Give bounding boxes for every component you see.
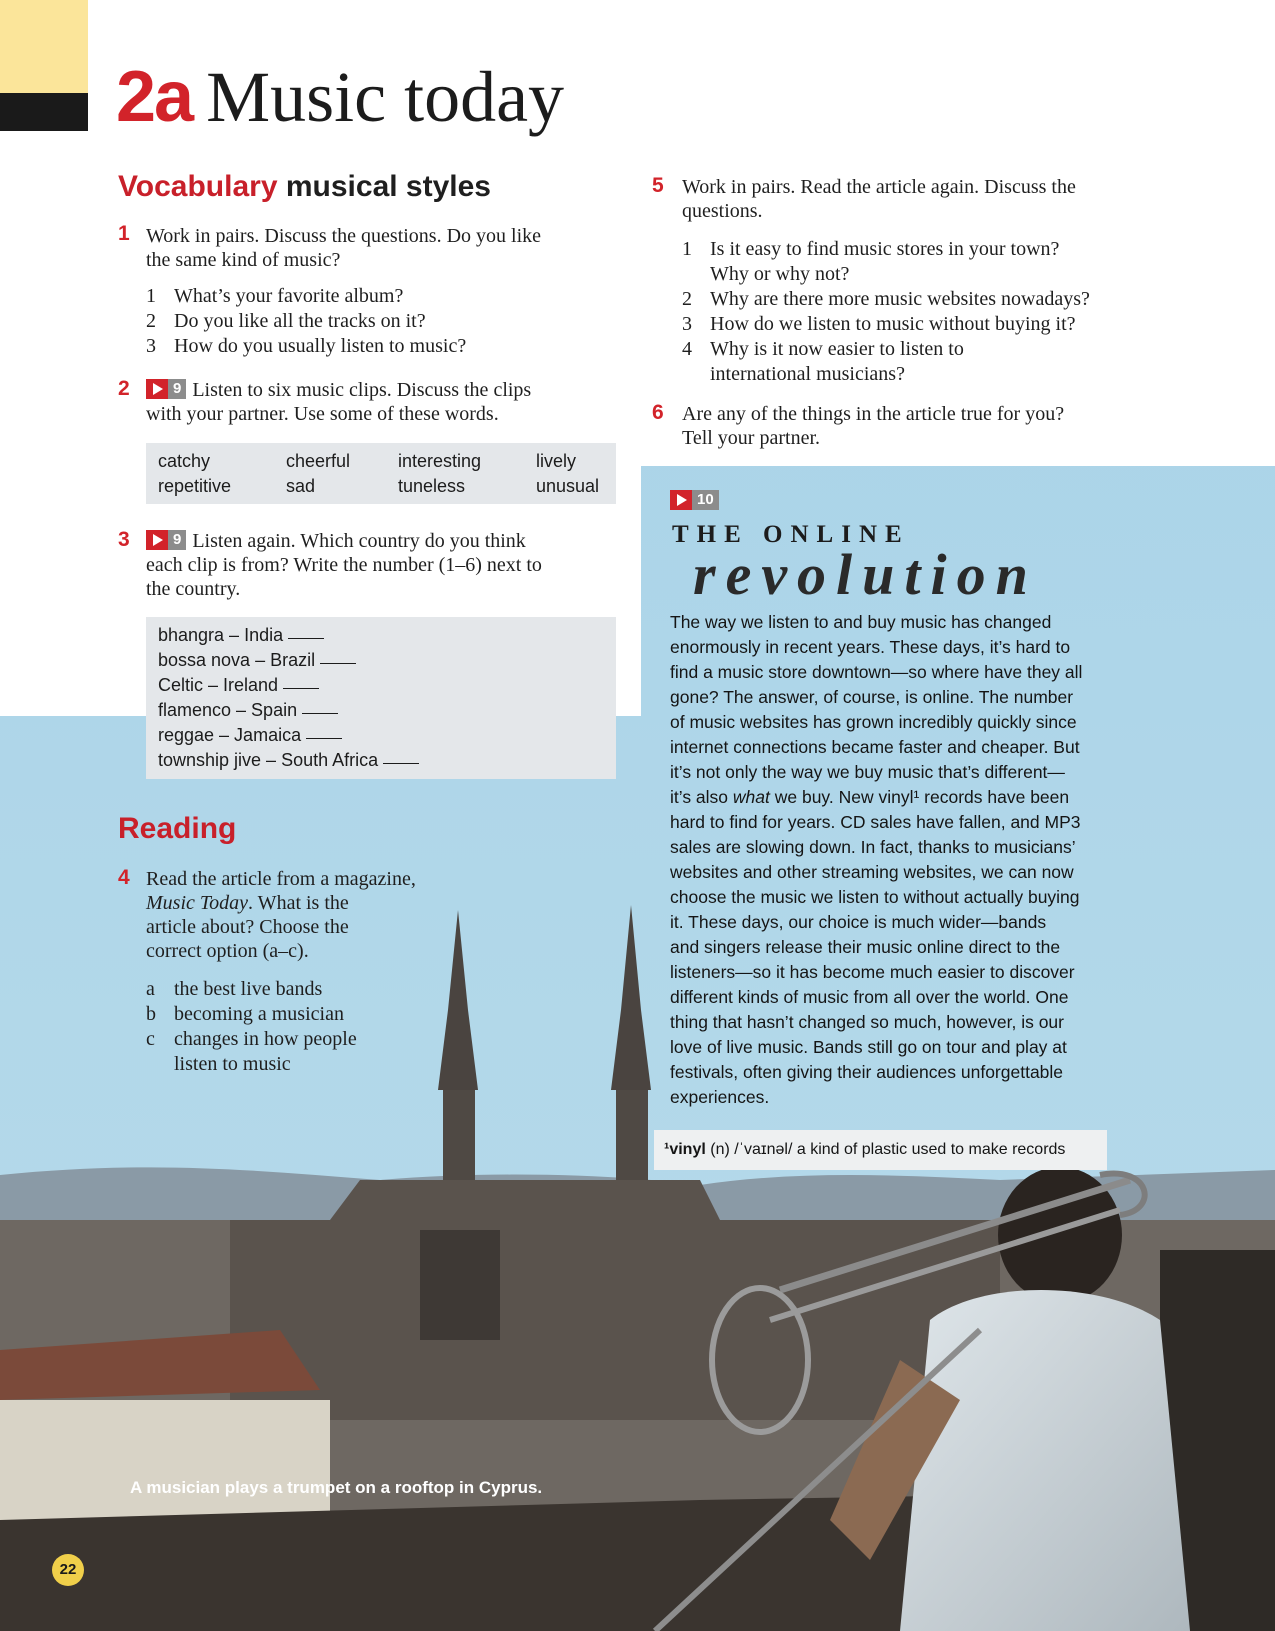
- play-icon: [146, 530, 168, 550]
- article-line: experiences.: [670, 1087, 770, 1107]
- article-line: listeners—so it has become much easier to discover: [670, 962, 1075, 982]
- word: catchy: [158, 451, 211, 471]
- exercise-4-option: listen to music: [174, 1053, 291, 1075]
- article-line: gone? The answer, of course, is online. The number: [670, 687, 1074, 707]
- exercise-1-item: 3 How do you usually listen to music?: [146, 335, 467, 357]
- article-body: [670, 610, 1082, 1110]
- article-line: internet connections became faster and cheaper. But: [670, 737, 1080, 757]
- exercise-5-item: 1 Is it easy to find music stores in your town?: [682, 238, 1060, 260]
- exercise-1-instructions: [146, 224, 626, 272]
- vocabulary-heading-topic: musical styles: [285, 170, 491, 203]
- word: cheerful: [286, 451, 351, 471]
- article-line: websites and other streaming websites, we can now: [670, 862, 1074, 882]
- exercise-5-item: international musicians?: [710, 363, 905, 385]
- page-title: [116, 58, 564, 137]
- exercise-4-number: 4: [118, 866, 130, 889]
- exercise-5-item: Why or why not?: [710, 263, 850, 285]
- matching-box: [146, 617, 616, 779]
- exercise-5-number: 5: [652, 174, 664, 197]
- article-line: find a music store downtown—so where have they all: [670, 662, 1083, 682]
- word: unusual: [536, 476, 600, 496]
- play-icon: [670, 490, 692, 510]
- exercise-6-number: 6: [652, 401, 664, 424]
- vocabulary-heading-red: Vocabulary: [118, 170, 278, 203]
- track-number: 9: [168, 379, 186, 399]
- match-item: bhangra – India: [158, 625, 324, 646]
- match-item: township jive – South Africa: [158, 750, 419, 771]
- exercise-1-line: Work in pairs. Discuss the questions. Do you like: [146, 225, 542, 247]
- article-line: it. These days, our choice is much wider—bands: [670, 912, 1047, 932]
- article-title-line1: THE ONLINE: [672, 521, 910, 548]
- audio-track-button[interactable]: [146, 379, 186, 399]
- audio-track-button[interactable]: [146, 530, 186, 550]
- article-line: hard to find for years. CD sales have fallen, and MP3: [670, 812, 1081, 832]
- article-line: love of live music. Bands still go on tour and play at: [670, 1037, 1067, 1057]
- exercise-1-item: 2 Do you like all the tracks on it?: [146, 310, 426, 332]
- word: interesting: [398, 451, 482, 471]
- vocabulary-heading: [118, 170, 491, 204]
- lesson-number: 2a: [116, 57, 193, 137]
- answer-blank[interactable]: [306, 738, 342, 739]
- exercise-5-item: 2 Why are there more music websites nowadays?: [682, 288, 1090, 310]
- word: tuneless: [398, 476, 466, 496]
- answer-blank[interactable]: [283, 688, 319, 689]
- word: sad: [286, 476, 316, 496]
- answer-blank[interactable]: [302, 713, 338, 714]
- article-title-line2: revolution: [693, 542, 1038, 607]
- lesson-title: Music today: [206, 57, 565, 137]
- article-line: different kinds of music from all over the world. One: [670, 987, 1069, 1007]
- match-item: bossa nova – Brazil: [158, 650, 356, 671]
- answer-blank[interactable]: [383, 763, 419, 764]
- match-item: reggae – Jamaica: [158, 725, 342, 746]
- reading-heading: Reading: [118, 812, 237, 845]
- exercise-4-option: a the best live bands: [146, 978, 323, 1000]
- track-number: 9: [168, 530, 186, 550]
- article-line: festivals, often giving their audiences unforgettable: [670, 1062, 1064, 1082]
- magazine-title: Music Today: [146, 892, 249, 914]
- exercise-1-item: 1 What’s your favorite album?: [146, 285, 404, 307]
- exercise-4-option: c changes in how people: [146, 1028, 357, 1050]
- exercise-5-item: 3 How do we listen to music without buying it?: [682, 313, 1076, 335]
- exercise-1-number: 1: [118, 222, 130, 245]
- photo-caption: A musician plays a trumpet on a rooftop in Cyprus.: [130, 1478, 543, 1497]
- page-number: 22: [52, 1554, 84, 1586]
- exercise-4-instructions: Read the article from a magazine, Music Today. What is the article about? Choose the correct option (a–c).: [146, 868, 416, 962]
- glossary-note: ¹vinyl (n) /ˈvaɪnəl/ a kind of plastic used to make records: [654, 1130, 1107, 1170]
- word: repetitive: [158, 476, 232, 496]
- unit-tab-yellow: [0, 0, 88, 93]
- exercise-2-instructions: 9 Listen to six music clips. Discuss the clips with your partner. Use some of these words.: [146, 378, 626, 426]
- article-line: sales are slowing down. In fact, thanks to musicians’: [670, 837, 1076, 857]
- exercise-3-number: 3: [118, 528, 130, 551]
- exercise-4-option: b becoming a musician: [146, 1003, 344, 1025]
- word: lively: [536, 451, 577, 471]
- right-column-panel: [641, 0, 1275, 466]
- exercise-5-instructions: Work in pairs. Read the article again. Discuss the questions.: [682, 176, 1076, 222]
- exercise-3-instructions: 9 Listen again. Which country do you think each clip is from? Write the number (1–6) next to the country.: [146, 529, 626, 601]
- play-icon: [146, 379, 168, 399]
- word-box: [146, 443, 616, 504]
- article-line: enormously in recent years. These days, it’s hard to: [670, 637, 1071, 657]
- article-line: it’s not only the way we buy music that’s different—: [670, 762, 1065, 782]
- exercise-2-line: with your partner. Use some of these words.: [146, 403, 499, 425]
- article-line: The way we listen to and buy music has changed: [670, 612, 1052, 632]
- article-line: it’s also what we buy. New vinyl¹ records have been: [670, 787, 1070, 807]
- article-line: and singers release their music online direct to the: [670, 937, 1061, 957]
- article-line: of music websites has grown incredibly quickly since: [670, 712, 1077, 732]
- answer-blank[interactable]: [320, 663, 356, 664]
- article-line: thing that hasn’t changed so much, however, is our: [670, 1012, 1064, 1032]
- exercise-3-line: the country.: [146, 578, 241, 600]
- unit-tab-black: [0, 93, 88, 131]
- match-item: Celtic – Ireland: [158, 675, 319, 696]
- exercise-6-instructions: Are any of the things in the article true for you? Tell your partner.: [682, 403, 1065, 449]
- article-audio-button[interactable]: [670, 490, 725, 512]
- exercise-5-item: 4 Why is it now easier to listen to: [682, 338, 964, 360]
- exercise-1-line: the same kind of music?: [146, 249, 341, 271]
- article-line: choose the music we listen to without actually buying: [670, 887, 1080, 907]
- match-item: flamenco – Spain: [158, 700, 338, 721]
- answer-blank[interactable]: [288, 638, 324, 639]
- exercise-3-line: each clip is from? Write the number (1–6) next to: [146, 554, 542, 576]
- exercise-2-number: 2: [118, 377, 130, 400]
- track-number: 10: [692, 490, 719, 510]
